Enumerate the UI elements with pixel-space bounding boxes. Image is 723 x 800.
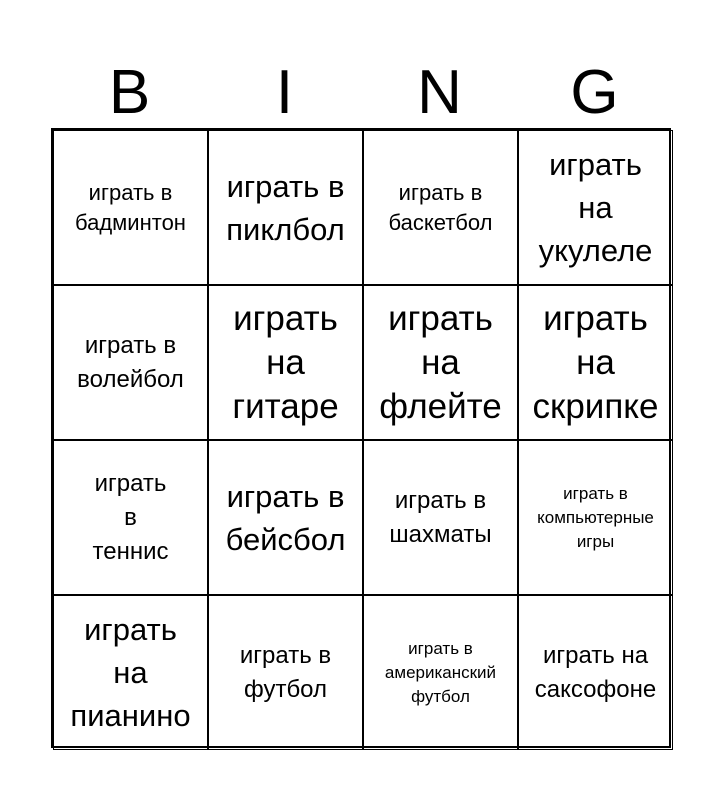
bingo-cell-r1-c3[interactable]: играть в баскетбол [363,130,518,285]
header-letter-i: I [275,58,294,127]
bingo-cell-r3-c1[interactable]: играть в теннис [53,440,208,595]
bingo-cell-r2-c3[interactable]: играть на флейте [363,285,518,440]
bingo-cell-r4-c1[interactable]: играть на пианино [53,595,208,750]
bingo-cell-r3-c3[interactable]: играть в шахматы [363,440,518,595]
bingo-cell-r2-c2[interactable]: играть на гитаре [208,285,363,440]
bingo-cell-r3-c4[interactable]: играть в компьютерные игры [518,440,673,595]
header-letter-b: B [108,58,151,127]
bingo-header [52,58,672,128]
bingo-cell-r4-c3[interactable]: играть в американский футбол [363,595,518,750]
bingo-cell-r1-c1[interactable]: играть в бадминтон [53,130,208,285]
bingo-cell-r1-c4[interactable]: играть на укулеле [518,130,673,285]
bingo-cell-r2-c1[interactable]: играть в волейбол [53,285,208,440]
header-letter-n: N [417,58,462,127]
bingo-board [51,128,671,748]
bingo-cell-r4-c2[interactable]: играть в футбол [208,595,363,750]
bingo-cell-r1-c2[interactable]: играть в пиклбол [208,130,363,285]
bingo-cell-r2-c4[interactable]: играть на скрипке [518,285,673,440]
bingo-cell-r4-c4[interactable]: играть на саксофоне [518,595,673,750]
header-letter-g: G [570,58,619,127]
bingo-cell-r3-c2[interactable]: играть в бейсбол [208,440,363,595]
